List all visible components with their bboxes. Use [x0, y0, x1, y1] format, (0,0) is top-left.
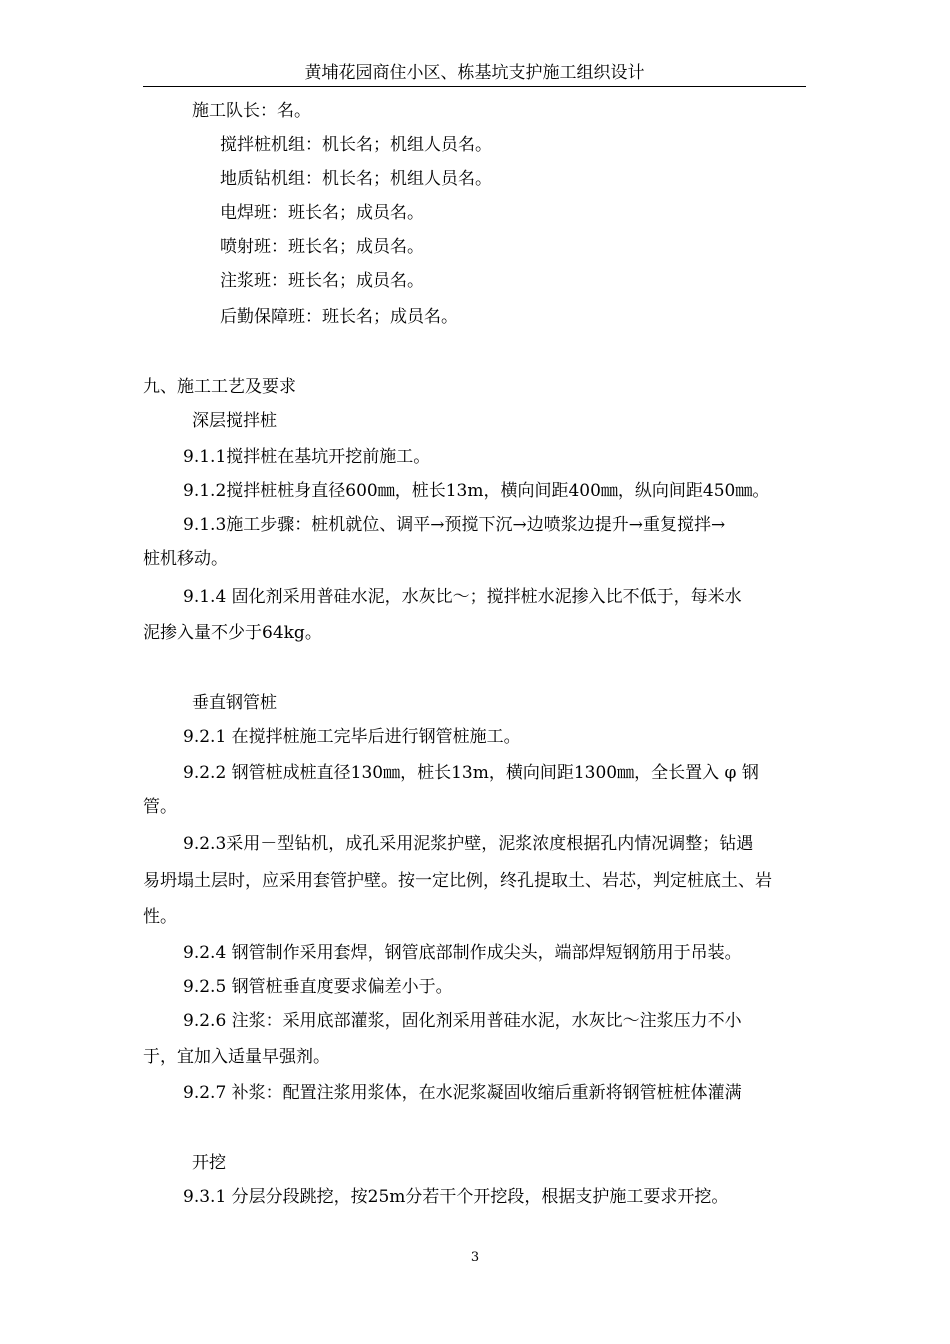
- header-rule: [143, 86, 806, 87]
- paragraph-9-2-3-line1: 9.2.3采用－型钻机，成孔采用泥浆护壁，泥浆浓度根据孔内情况调整；钻遇: [183, 834, 754, 854]
- paragraph-9-2-1: 9.2.1 在搅拌桩施工完毕后进行钢管桩施工。: [183, 727, 521, 747]
- paragraph-9-2-2-line1: 9.2.2 钢管桩成桩直径130㎜，桩长13m，横向间距1300㎜，全长置入 φ 钢: [183, 763, 759, 783]
- paragraph-9-1-4-line1: 9.1.4 固化剂采用普硅水泥，水灰比～；搅拌桩水泥掺入比不低于，每米水: [183, 587, 742, 607]
- paragraph-9-2-4: 9.2.4 钢管制作采用套焊，钢管底部制作成尖头，端部焊短钢筋用于吊装。: [183, 943, 742, 963]
- subsection-heading-steel-pipe: 垂直钢管桩: [192, 693, 277, 713]
- team-member-spraying: 喷射班：班长名；成员名。: [220, 237, 424, 257]
- paragraph-9-1-2: 9.1.2搅拌桩桩身直径600㎜，桩长13m，横向间距400㎜，纵向间距450㎜。: [183, 481, 770, 501]
- team-member-welding: 电焊班：班长名；成员名。: [220, 203, 424, 223]
- team-member-grouting: 注浆班：班长名；成员名。: [220, 271, 424, 291]
- subsection-heading-deep-mixing: 深层搅拌桩: [192, 411, 277, 431]
- subsection-heading-excavation: 开挖: [192, 1153, 226, 1173]
- page-number: 3: [470, 1250, 480, 1265]
- section-title: 九、施工工艺及要求: [143, 377, 296, 397]
- paragraph-9-2-7: 9.2.7 补浆：配置注浆用浆体，在水泥浆凝固收缩后重新将钢管桩桩体灌满: [183, 1083, 742, 1103]
- team-member-mixing-rig: 搅拌桩机组：机长名；机组人员名。: [220, 135, 492, 155]
- paragraph-9-1-4-line2: 泥掺入量不少于64kg。: [143, 623, 322, 643]
- paragraph-9-2-5: 9.2.5 钢管桩垂直度要求偏差小于。: [183, 977, 453, 997]
- page-header: 黄埔花园商住小区、栋基坑支护施工组织设计: [304, 63, 645, 83]
- paragraph-9-2-6-line2: 于，宜加入适量早强剂。: [143, 1047, 330, 1067]
- team-member-logistics: 后勤保障班：班长名；成员名。: [220, 307, 458, 327]
- paragraph-9-2-2-line2: 管。: [143, 797, 177, 817]
- team-leader: 施工队长：名。: [192, 101, 311, 121]
- paragraph-9-2-3-line3: 性。: [143, 907, 177, 927]
- paragraph-9-1-3-line1: 9.1.3施工步骤：桩机就位、调平→预搅下沉→边喷浆边提升→重复搅拌→: [183, 515, 726, 535]
- team-member-drilling-rig: 地质钻机组：机长名；机组人员名。: [220, 169, 492, 189]
- paragraph-9-1-1: 9.1.1搅拌桩在基坑开挖前施工。: [183, 447, 431, 467]
- paragraph-9-2-3-line2: 易坍塌土层时，应采用套管护壁。按一定比例，终孔提取土、岩芯，判定桩底土、岩: [143, 871, 772, 891]
- paragraph-9-1-3-line2: 桩机移动。: [143, 549, 228, 569]
- paragraph-9-3-1: 9.3.1 分层分段跳挖，按25m分若干个开挖段，根据支护施工要求开挖。: [183, 1187, 729, 1207]
- paragraph-9-2-6-line1: 9.2.6 注浆：采用底部灌浆，固化剂采用普硅水泥，水灰比～注浆压力不小: [183, 1011, 742, 1031]
